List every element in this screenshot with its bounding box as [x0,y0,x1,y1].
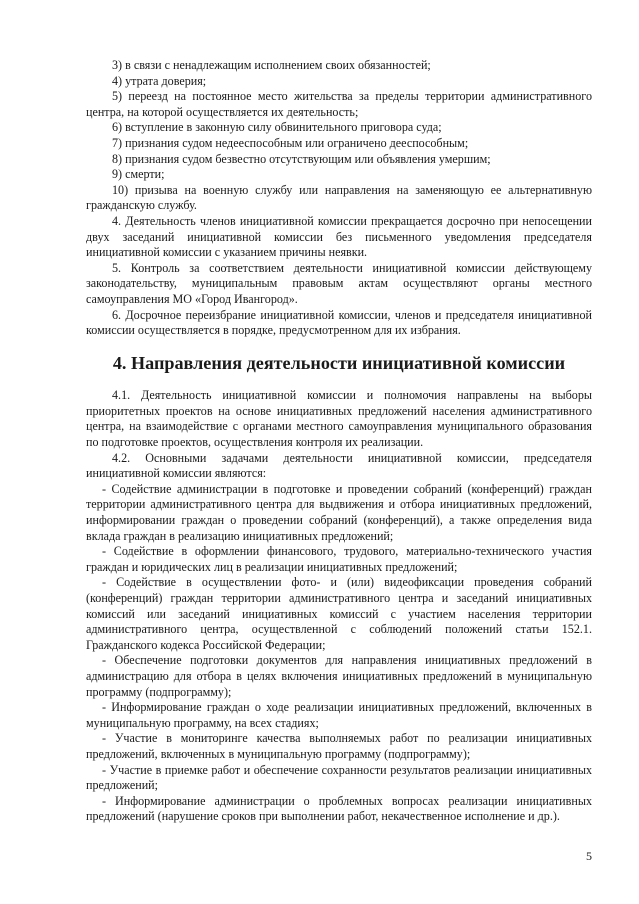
list-item: - Обеспечение подготовки документов для направления инициативных предложений в администрацию для отбора в целях включения инициативных предложений в муниципальную программу (подпрограмму); [86,653,592,699]
list-item: - Содействие администрации в подготовке и проведении собраний (конференций) граждан территории административного центра для выдвижения и отбора инициативных предложений, информировании граждан о проведении собраний (конференций), а также определения вида вклада граждан в реализацию инициативных предложений; [86,481,592,543]
section-top [86,58,592,339]
paragraph: 5) переезд на постоянное место жительства за пределы территории административного центра, на которой осуществляется их деятельность; [86,89,592,119]
list-item: - Содействие в осуществлении фото- и (или) видеофиксации проведения собраний (конференций) граждан территории административного центра и заседаний инициативных комиссий или заседаний инициативных комиссий с участием населения территории административного центра, осуществленной с соблюдений положений статьи 152.1. Гражданского кодекса Российской Федерации; [86,575,592,652]
paragraph: 9) смерти; [112,167,165,182]
list-item: - Участие в приемке работ и обеспечение сохранности результатов реализации инициативных предложений; [86,762,592,793]
paragraph: 6) вступление в законную силу обвинительного приговора суда; [112,120,442,135]
paragraph: 4. Деятельность членов инициативной комиссии прекращается досрочно при непосещении двух заседаний инициативной комиссии без письменного уведомления председателя инициативной комиссии с указанием причины неявки. [86,213,592,260]
paragraph: 4) утрата доверия; [112,73,207,88]
section-heading: 4. Направления деятельности инициативной комиссии [112,352,566,373]
paragraph: 10) призыва на военную службу или направления на заменяющую ее альтернативную гражданскую службу. [86,182,592,213]
paragraph: 8) признания судом безвестно отсутствующим или объявления умершим; [112,151,491,166]
list-item: - Содействие в оформлении финансового, трудового, материально-технического участия граждан и юридических лиц в реализации инициативных предложений; [86,544,592,574]
paragraph: 3) в связи с ненадлежащим исполнением своих обязанностей; [112,58,431,72]
paragraph: 5. Контроль за соответствием деятельности инициативной комиссии действующему законодательству, муниципальным правовым актам осуществляют органы местного самоуправления МО «Город Ивангород». [86,260,592,306]
paragraph: 4.1. Деятельность инициативной комиссии и полномочия направлены на выборы приоритетных проектов на основе инициативных предложений населения административного центра, на взаимодействие с органами местного самоуправления муниципального образования по подготовке проектов, осуществления контроля их реализации. [86,388,592,450]
list-item: - Участие в мониторинге качества выполняемых работ по реализации инициативных предложений, включенных в муниципальную программу (подпрограмму); [86,731,592,761]
paragraph: 7) признания судом недееспособным или ограничено дееспособным; [112,135,469,150]
page-number: 5 [586,849,592,863]
section-bottom [86,388,592,825]
paragraph: 4.2. Основными задачами деятельности инициативной комиссии, председателя инициативной комиссии являются: [86,450,592,481]
list-item: - Информирование администрации о проблемных вопросах реализации инициативных предложений (нарушение сроков при выполнении работ, некачественное исполнение и др.). [86,793,592,824]
paragraph: 6. Досрочное переизбрание инициативной комиссии, членов и председателя инициативной комиссии осуществляется в порядке, предусмотренном для их избрания. [86,307,592,338]
list-item: - Информирование граждан о ходе реализации инициативных предложений, включенных в муниципальную программу, на всех стадиях; [86,700,592,730]
